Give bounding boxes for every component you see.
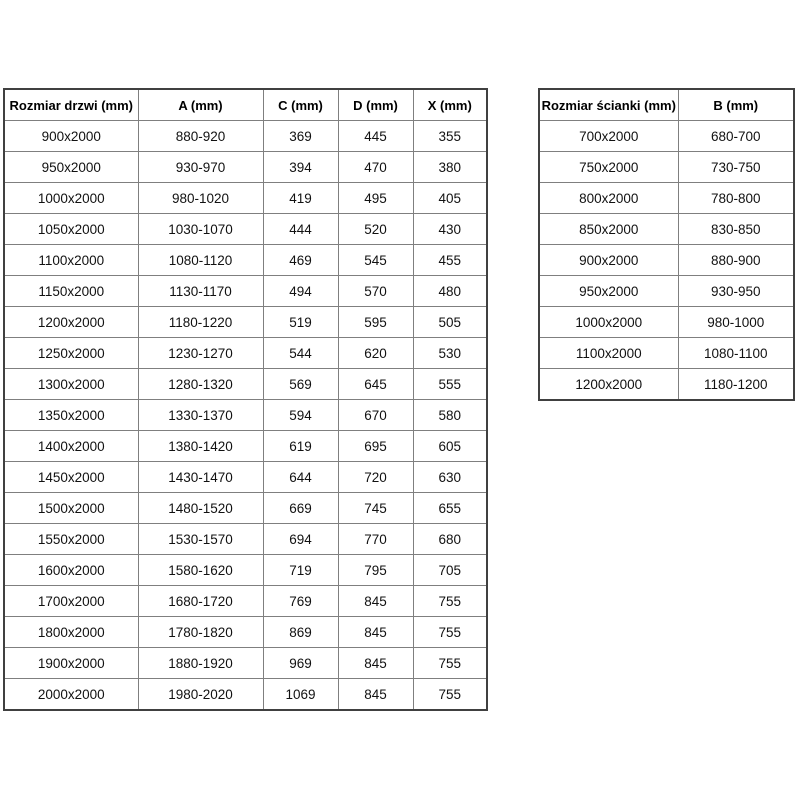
table-cell: 1280-1320 — [138, 369, 263, 400]
table-cell: 750x2000 — [539, 152, 678, 183]
table-row — [4, 121, 487, 152]
table-cell: 745 — [338, 493, 413, 524]
table-cell: 394 — [263, 152, 338, 183]
table-cell: 755 — [413, 617, 487, 648]
table-cell: 850x2000 — [539, 214, 678, 245]
table-cell: 355 — [413, 121, 487, 152]
column-header: B (mm) — [678, 89, 794, 121]
table-cell: 1100x2000 — [4, 245, 138, 276]
table-cell: 1080-1100 — [678, 338, 794, 369]
table-row — [4, 214, 487, 245]
column-header: Rozmiar ścianki (mm) — [539, 89, 678, 121]
table-cell: 1700x2000 — [4, 586, 138, 617]
table-cell: 569 — [263, 369, 338, 400]
table-cell: 1900x2000 — [4, 648, 138, 679]
table-cell: 1530-1570 — [138, 524, 263, 555]
table-cell: 1180-1200 — [678, 369, 794, 401]
table-cell: 519 — [263, 307, 338, 338]
table-cell: 795 — [338, 555, 413, 586]
wall-size-table-header-row — [539, 89, 794, 121]
table-row — [4, 307, 487, 338]
table-cell: 1500x2000 — [4, 493, 138, 524]
table-row — [4, 152, 487, 183]
table-cell: 1800x2000 — [4, 617, 138, 648]
table-cell: 880-900 — [678, 245, 794, 276]
table-cell: 845 — [338, 679, 413, 711]
table-cell: 1100x2000 — [539, 338, 678, 369]
table-cell: 695 — [338, 431, 413, 462]
table-cell: 445 — [338, 121, 413, 152]
table-cell: 555 — [413, 369, 487, 400]
table-cell: 845 — [338, 617, 413, 648]
table-cell: 1000x2000 — [4, 183, 138, 214]
table-cell: 1200x2000 — [4, 307, 138, 338]
table-cell: 645 — [338, 369, 413, 400]
table-cell: 380 — [413, 152, 487, 183]
table-cell: 1780-1820 — [138, 617, 263, 648]
table-cell: 800x2000 — [539, 183, 678, 214]
table-cell: 444 — [263, 214, 338, 245]
table-cell: 930-950 — [678, 276, 794, 307]
table-cell: 655 — [413, 493, 487, 524]
table-row — [539, 245, 794, 276]
table-cell: 430 — [413, 214, 487, 245]
table-cell: 1380-1420 — [138, 431, 263, 462]
table-cell: 1050x2000 — [4, 214, 138, 245]
table-row — [539, 214, 794, 245]
table-row — [4, 617, 487, 648]
table-cell: 880-920 — [138, 121, 263, 152]
table-cell: 494 — [263, 276, 338, 307]
table-cell: 1150x2000 — [4, 276, 138, 307]
column-header: Rozmiar drzwi (mm) — [4, 89, 138, 121]
table-cell: 755 — [413, 679, 487, 711]
table-cell: 620 — [338, 338, 413, 369]
table-cell: 1400x2000 — [4, 431, 138, 462]
table-cell: 369 — [263, 121, 338, 152]
table-row — [539, 183, 794, 214]
table-cell: 630 — [413, 462, 487, 493]
table-row — [539, 276, 794, 307]
table-cell: 830-850 — [678, 214, 794, 245]
table-cell: 520 — [338, 214, 413, 245]
table-cell: 869 — [263, 617, 338, 648]
table-cell: 950x2000 — [4, 152, 138, 183]
column-header: C (mm) — [263, 89, 338, 121]
table-row — [4, 338, 487, 369]
table-cell: 605 — [413, 431, 487, 462]
table-cell: 405 — [413, 183, 487, 214]
table-cell: 1200x2000 — [539, 369, 678, 401]
table-cell: 969 — [263, 648, 338, 679]
table-cell: 755 — [413, 586, 487, 617]
table-cell: 1680-1720 — [138, 586, 263, 617]
table-cell: 1550x2000 — [4, 524, 138, 555]
table-cell: 670 — [338, 400, 413, 431]
table-row — [539, 121, 794, 152]
table-row — [4, 245, 487, 276]
table-cell: 1580-1620 — [138, 555, 263, 586]
table-cell: 1330-1370 — [138, 400, 263, 431]
table-row — [539, 369, 794, 401]
table-cell: 900x2000 — [539, 245, 678, 276]
column-header: X (mm) — [413, 89, 487, 121]
table-cell: 1880-1920 — [138, 648, 263, 679]
table-cell: 730-750 — [678, 152, 794, 183]
table-cell: 680 — [413, 524, 487, 555]
table-cell: 1430-1470 — [138, 462, 263, 493]
table-cell: 1300x2000 — [4, 369, 138, 400]
table-cell: 1030-1070 — [138, 214, 263, 245]
table-row — [539, 152, 794, 183]
table-cell: 1480-1520 — [138, 493, 263, 524]
table-cell: 1130-1170 — [138, 276, 263, 307]
door-size-table-header-row — [4, 89, 487, 121]
table-cell: 719 — [263, 555, 338, 586]
table-cell: 845 — [338, 586, 413, 617]
table-row — [4, 183, 487, 214]
table-row — [4, 524, 487, 555]
table-cell: 530 — [413, 338, 487, 369]
table-cell: 669 — [263, 493, 338, 524]
table-row — [4, 493, 487, 524]
table-cell: 770 — [338, 524, 413, 555]
table-row — [4, 369, 487, 400]
table-row — [539, 307, 794, 338]
table-row — [539, 338, 794, 369]
table-cell: 544 — [263, 338, 338, 369]
table-row — [4, 648, 487, 679]
table-cell: 980-1000 — [678, 307, 794, 338]
table-cell: 1350x2000 — [4, 400, 138, 431]
column-header: A (mm) — [138, 89, 263, 121]
table-cell: 845 — [338, 648, 413, 679]
table-cell: 1980-2020 — [138, 679, 263, 711]
table-cell: 570 — [338, 276, 413, 307]
table-cell: 480 — [413, 276, 487, 307]
table-cell: 769 — [263, 586, 338, 617]
table-row — [4, 679, 487, 711]
table-cell: 2000x2000 — [4, 679, 138, 711]
table-cell: 1069 — [263, 679, 338, 711]
table-cell: 1000x2000 — [539, 307, 678, 338]
table-cell: 1180-1220 — [138, 307, 263, 338]
table-cell: 1230-1270 — [138, 338, 263, 369]
table-cell: 455 — [413, 245, 487, 276]
table-cell: 1080-1120 — [138, 245, 263, 276]
table-cell: 950x2000 — [539, 276, 678, 307]
wall-size-table — [538, 88, 795, 401]
table-cell: 495 — [338, 183, 413, 214]
table-cell: 419 — [263, 183, 338, 214]
table-cell: 705 — [413, 555, 487, 586]
table-cell: 700x2000 — [539, 121, 678, 152]
table-cell: 980-1020 — [138, 183, 263, 214]
table-cell: 694 — [263, 524, 338, 555]
table-cell: 1600x2000 — [4, 555, 138, 586]
table-cell: 755 — [413, 648, 487, 679]
table-cell: 545 — [338, 245, 413, 276]
table-cell: 469 — [263, 245, 338, 276]
table-cell: 720 — [338, 462, 413, 493]
door-size-table — [3, 88, 488, 711]
column-header: D (mm) — [338, 89, 413, 121]
table-cell: 780-800 — [678, 183, 794, 214]
table-cell: 594 — [263, 400, 338, 431]
table-cell: 470 — [338, 152, 413, 183]
table-cell: 680-700 — [678, 121, 794, 152]
table-cell: 644 — [263, 462, 338, 493]
table-cell: 595 — [338, 307, 413, 338]
table-cell: 1450x2000 — [4, 462, 138, 493]
table-cell: 505 — [413, 307, 487, 338]
table-cell: 619 — [263, 431, 338, 462]
table-row — [4, 555, 487, 586]
table-cell: 930-970 — [138, 152, 263, 183]
table-row — [4, 431, 487, 462]
table-cell: 580 — [413, 400, 487, 431]
table-cell: 900x2000 — [4, 121, 138, 152]
table-cell: 1250x2000 — [4, 338, 138, 369]
table-row — [4, 462, 487, 493]
table-row — [4, 276, 487, 307]
table-row — [4, 586, 487, 617]
table-row — [4, 400, 487, 431]
